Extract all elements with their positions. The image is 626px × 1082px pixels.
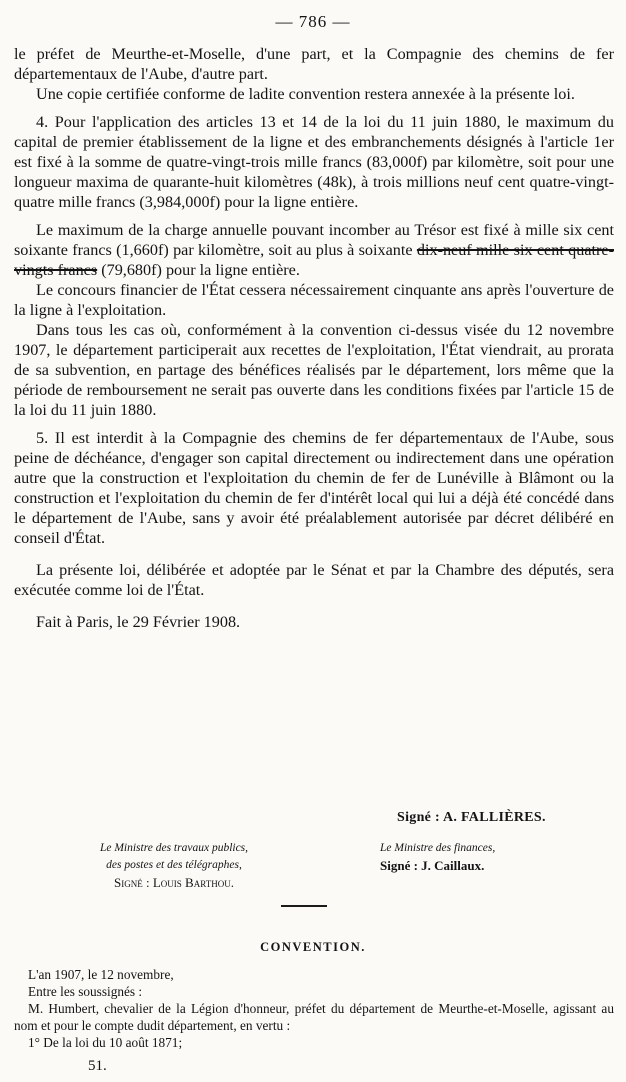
paragraph [14,220,614,280]
article-4-paragraph: 4. Pour l'application des articles 13 et 14 de la loi du 11 juin 1880, le maximum du capital de premier établissement de la ligne et des embranchements désignés à l'article 1er est fixé à la somme de quatre-vingt-trois mille francs (83,000f) par kilomètre, soit pour une longueur maxima de quarante-huit kilomètres (48k), à trois millions neuf cent quatre-vingt-quatre mille francs (3,984,000f) pour la ligne entière. [14,113,614,211]
paragraph: Le concours financier de l'État cessera nécessairement cinquante ans après l'ouverture de la ligne à l'exploitation. [14,281,614,319]
minister-signature: Signé : J. Caillaux. [380,858,485,873]
convention-line: L'an 1907, le 12 novembre, [28,967,174,982]
minister-title: Le Ministre des finances, [380,842,496,854]
text-run: (79,680f) pour la ligne entière. [97,261,300,279]
law-text [14,44,614,632]
convention-line: Entre les soussignés : [28,984,143,999]
struck-text: dix-neuf mille six cent quatre-vingts francs [14,241,614,279]
minister-public-works [54,840,294,891]
minister-finance [380,840,600,874]
minister-title: Le Ministre des travaux publics, [99,842,249,854]
article-5-paragraph: 5. Il est interdit à la Compagnie des chemins de fer départementaux de l'Aube, sous peine de déchéance, d'engager son capital directement ou indirectement dans une opération autre que la construction et l'exploitation du chemin de fer de Lunéville à Blâmont ou la construction et l'exploitation du chemin de fer d'intérêt local qui lui a déjà été concédé dans le département de l'Aube, sans y avoir été préalablement autorisée par décret délibéré en conseil d'État. [14,429,614,547]
section-divider [281,905,327,907]
convention-text [14,966,614,1051]
paragraph: Une copie certifiée conforme de ladite convention restera annexée à la présente loi. [36,85,575,103]
date-line: Fait à Paris, le 29 Février 1908. [36,613,241,631]
convention-line: 1° De la loi du 10 août 1871; [28,1035,183,1050]
convention-title: CONVENTION. [260,940,366,954]
convention-line: M. Humbert, chevalier de la Légion d'honneur, préfet du département de Meurthe-et-Moselle, agissant au nom et pour le compte dudit département, en vertu : [14,1001,614,1033]
page-number: — 786 — [275,12,351,31]
paragraph: La présente loi, délibérée et adoptée par le Sénat et par la Chambre des députés, sera exécutée comme loi de l'État. [14,561,614,599]
signature-mark: 51. [88,1058,107,1074]
minister-signature: Signé : Louis Barthou. [114,875,234,890]
text-run: Le maximum de la charge annuelle pouvant incomber au Trésor est fixé à mille six cent soixante francs (1,660f) par kilomètre, soit au plus à soixante [14,221,614,259]
paragraph: Dans tous les cas où, conformément à la convention ci-dessus visée du 12 novembre 1907, le département participerait aux recettes de l'exploitation, l'État viendrait, au prorata de sa subvention, en partage des bénéfices réalisés par le département, lors même que la période de remboursement ne serait pas ouverte dans les conditions fixées par l'article 15 de la loi du 11 juin 1880. [14,321,614,419]
minister-title: des postes et des télégraphes, [106,859,242,871]
paragraph: le préfet de Meurthe-et-Moselle, d'une part, et la Compagnie des chemins de fer départementaux de l'Aube, d'autre part. [14,45,614,83]
president-signature: Signé : A. FALLIÈRES. [397,810,546,825]
